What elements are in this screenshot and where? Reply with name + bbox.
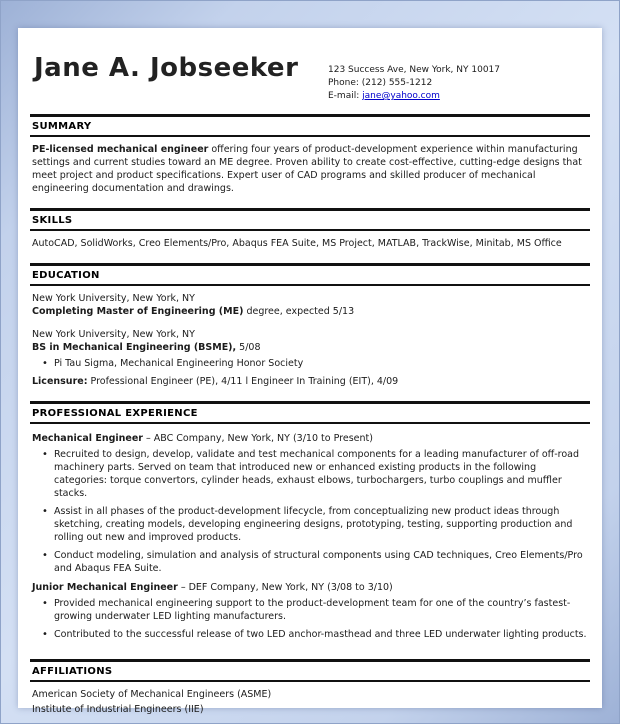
summary-body (30, 137, 590, 197)
job-title-1-role: Mechanical Engineer (32, 433, 143, 444)
job-title-1 (32, 432, 588, 445)
summary-lead: PE-licensed mechanical engineer (32, 144, 209, 155)
list-item: • Conduct modeling, simulation and analysis of structural components using CAD techniques, Creo Elements/Pro and Abaqus FEA Suite. (32, 549, 588, 575)
section-education (30, 263, 590, 390)
affiliations-body (30, 682, 590, 720)
summary-paragraph (32, 143, 588, 195)
section-summary (30, 114, 590, 197)
education-degree-2 (32, 341, 588, 354)
education-school-2: New York University, New York, NY (32, 329, 195, 340)
job-entry-2 (32, 581, 588, 641)
summary-heading: SUMMARY (30, 114, 590, 137)
summary-text: offering four years of product-development experience within manufacturing settings and current studies toward an ME degree. Proven ability to create cost-effective, cutting-edge designs that meet project and product specifications. Expert user of CAD programs and skilled producer of mechanical engineering documentation and drawings. (32, 144, 582, 194)
list-item: • Contributed to the successful release of two LED anchor-masthead and three LED underwater lighting products. (32, 628, 588, 641)
list-item: • Provided mechanical engineering support to the product-development team for one of the country’s fastest-growing underwater LED lighting manufacturers. (32, 597, 588, 623)
list-item: • Assist in all phases of the product-development lifecycle, from conceptualizing new product ideas through sketching, creating models, developing engineering designs, prototyping, testing, supporting production and rolling out new and improved products. (32, 505, 588, 544)
section-affiliations (30, 659, 590, 720)
section-experience (30, 401, 590, 648)
affiliation-item: Institute of Industrial Engineers (IIE) (32, 704, 204, 715)
education-degree-1-title: Completing Master of Engineering (ME) (32, 306, 244, 317)
licensure-label: Licensure: (32, 376, 88, 387)
education-body (30, 286, 590, 390)
job-title-2-company: – DEF Company, New York, NY (3/08 to 3/10) (177, 582, 393, 593)
job-1-bullets (32, 448, 588, 575)
candidate-name: Jane A. Jobseeker (34, 53, 299, 83)
contact-phone: Phone: (212) 555-1212 (328, 78, 433, 88)
education-spacer (32, 318, 588, 328)
list-item: • Recruited to design, develop, validate and test mechanical components for a leading manufacturer of off-road machinery parts. Served on team that introduced new or enhanced existing products in the following categories: torque convertors, cylinder heads, exhaust elbows, turbochargers, turbo couplings and muffler stacks. (32, 448, 588, 500)
job-title-1-company: – ABC Company, New York, NY (3/10 to Present) (142, 433, 373, 444)
education-heading: EDUCATION (30, 263, 590, 286)
affiliations-heading: AFFILIATIONS (30, 659, 590, 682)
skills-body (30, 231, 590, 252)
education-honors-list (32, 357, 588, 370)
education-school-1: New York University, New York, NY (32, 293, 195, 304)
skills-list: AutoCAD, SolidWorks, Creo Elements/Pro, Abaqus FEA Suite, MS Project, MATLAB, TrackWise, Minitab, MS Office (32, 238, 562, 249)
contact-email-line (328, 90, 590, 103)
education-degree-2-title: BS in Mechanical Engineering (BSME), (32, 342, 237, 353)
section-skills (30, 208, 590, 252)
contact-email-label: E-mail: (328, 91, 363, 101)
experience-heading: PROFESSIONAL EXPERIENCE (30, 401, 590, 424)
job-entry-1 (32, 432, 588, 575)
resume-page (18, 28, 602, 715)
licensure-detail: Professional Engineer (PE), 4/11 l Engineer In Training (EIT), 4/09 (87, 376, 399, 387)
email-link[interactable]: jane@yahoo.com (362, 91, 440, 101)
affiliation-item: American Society of Mechanical Engineers (ASME) (32, 689, 272, 700)
resume-header (34, 54, 590, 103)
education-licensure (32, 375, 588, 388)
education-degree-2-detail: 5/08 (236, 342, 261, 353)
list-item: • Pi Tau Sigma, Mechanical Engineering Honor Society (32, 357, 588, 370)
contact-address: 123 Success Ave, New York, NY 10017 (328, 65, 500, 75)
job-2-bullets (32, 597, 588, 641)
skills-heading: SKILLS (30, 208, 590, 231)
job-title-2 (32, 581, 588, 594)
experience-body (30, 424, 590, 648)
job-title-2-role: Junior Mechanical Engineer (32, 582, 178, 593)
education-degree-1-detail: degree, expected 5/13 (243, 306, 355, 317)
education-degree-1 (32, 305, 588, 318)
contact-block (328, 64, 590, 103)
